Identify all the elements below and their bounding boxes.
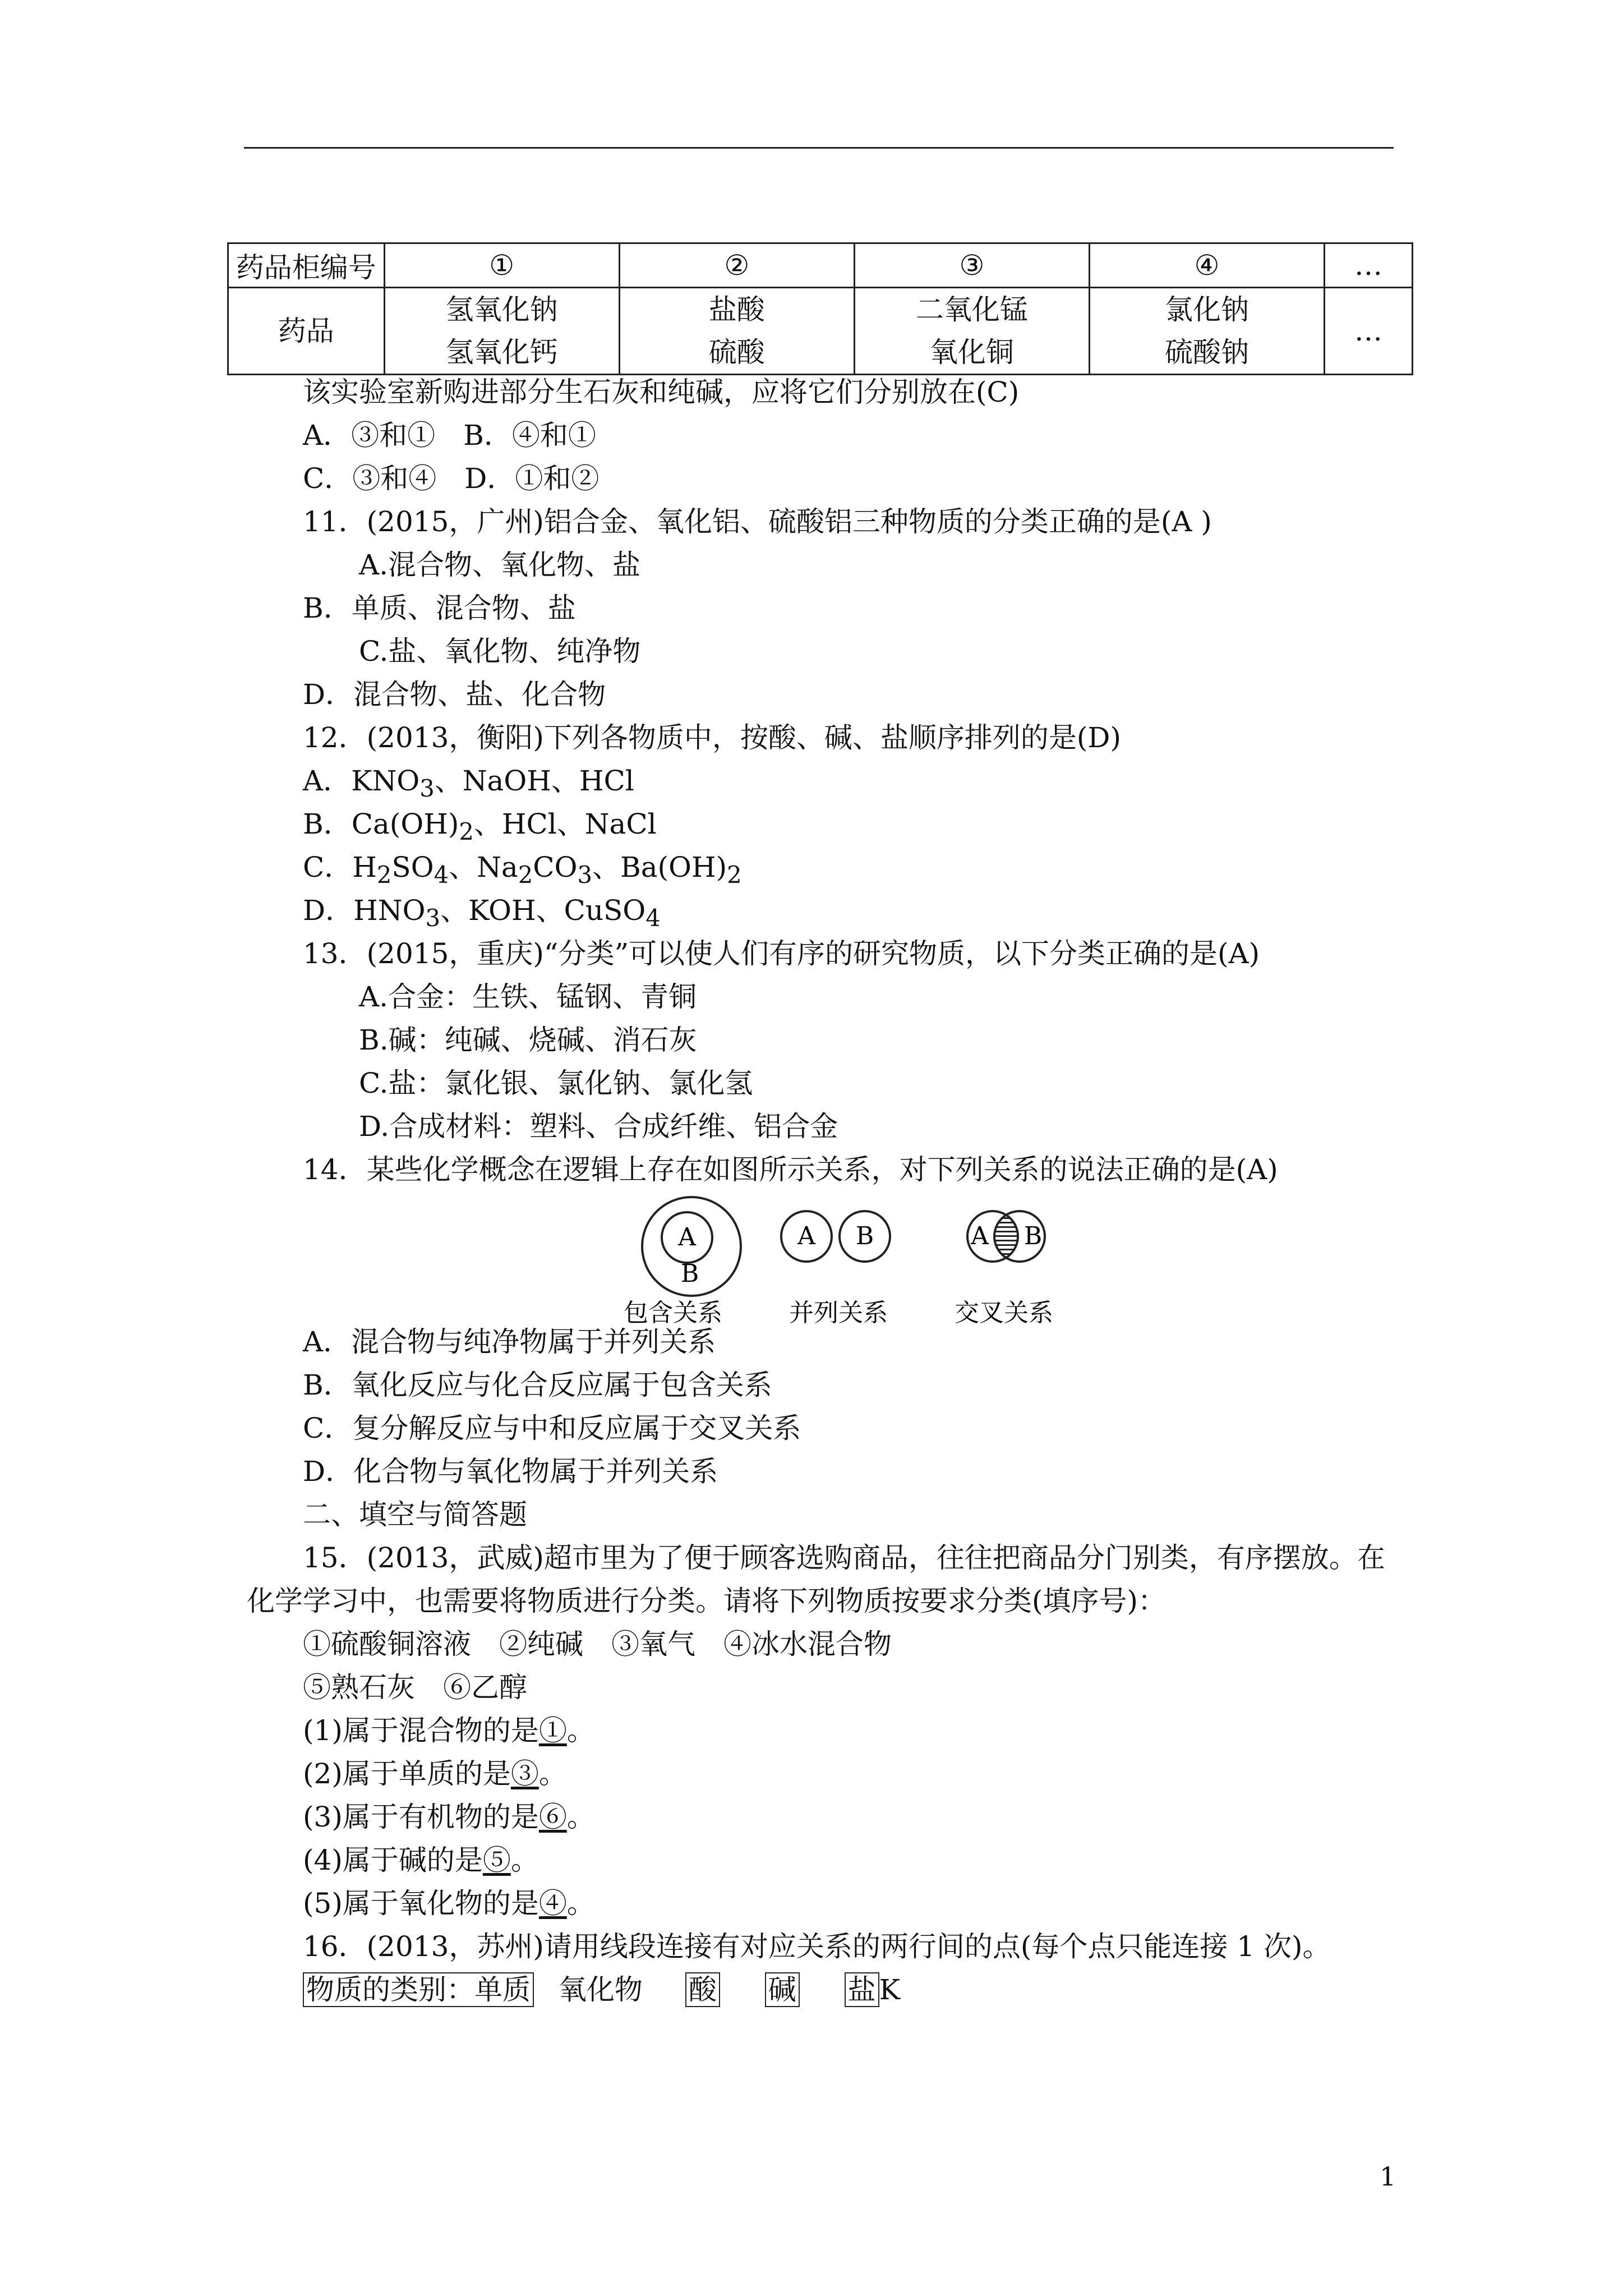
table-cell: 氢氧化钠 氢氧化钙 xyxy=(384,288,619,375)
q15-part-5: (5)属于氧化物的是④。 xyxy=(303,1887,595,1920)
q13-option-d: D.合成材料：塑料、合成纤维、铝合金 xyxy=(359,1110,838,1143)
q10-options-ab: A．③和① B．④和① xyxy=(303,419,596,452)
category-base: 碱 xyxy=(765,1972,800,2007)
medicine-cabinet-table xyxy=(227,242,1413,375)
table-cell: ① xyxy=(384,243,619,288)
table-cell: 药品柜编号 xyxy=(228,243,385,288)
q14-option-c: C．复分解反应与中和反应属于交叉关系 xyxy=(303,1412,801,1444)
q11-option-b: B．单质、混合物、盐 xyxy=(303,592,576,624)
q13-option-a: A.合金：生铁、锰钢、青铜 xyxy=(359,981,697,1013)
parallel-diagram xyxy=(781,1211,890,1327)
label-parallel: 并列关系 xyxy=(789,1299,888,1327)
q11-option-c: C.盐、氧化物、纯净物 xyxy=(359,635,641,668)
label-a: A xyxy=(797,1222,815,1250)
q15-stem-1: 15．(2013，武威)超市里为了便于顾客选购商品，往往把商品分门别类，有序摆放。在 xyxy=(303,1542,1385,1574)
label-a: A xyxy=(678,1223,696,1251)
q12-stem: 12．(2013，衡阳)下列各物质中，按酸、碱、盐顺序排列的是(D) xyxy=(303,721,1121,754)
table-cell: … xyxy=(1325,243,1413,288)
q14-option-b: B．氧化反应与化合反应属于包含关系 xyxy=(303,1369,772,1401)
table-row xyxy=(228,288,1413,375)
q11-option-a: A.混合物、氧化物、盐 xyxy=(359,549,641,581)
q15-items-1: ①硫酸铜溶液 ②纯碱 ③氧气 ④冰水混合物 xyxy=(303,1628,892,1660)
table-cell: … xyxy=(1325,288,1413,375)
category-k: K xyxy=(879,1973,900,2006)
answer: ⑤ xyxy=(482,1844,511,1876)
q14-option-a: A．混合物与纯净物属于并列关系 xyxy=(303,1326,716,1358)
q12-option-a: A．$KNO_3$、NaOH、HCl xyxy=(303,765,634,802)
q11-option-d: D．混合物、盐、化合物 xyxy=(303,678,606,711)
category-label: 物质的类别：单质 xyxy=(303,1972,534,2007)
table-cell: ② xyxy=(619,243,854,288)
q13-option-c: C.盐：氯化银、氯化钠、氯化氢 xyxy=(359,1067,753,1099)
table-row xyxy=(228,243,1413,288)
q10-stem: 该实验室新购进部分生石灰和纯碱，应将它们分别放在(C) xyxy=(303,376,1020,408)
q16-categories xyxy=(303,1972,900,2007)
section-heading: 二、填空与简答题 xyxy=(303,1498,527,1531)
category-oxide: 氧化物 xyxy=(558,1973,643,2006)
q14-option-d: D．化合物与氧化物属于并列关系 xyxy=(303,1455,718,1488)
q12-option-b: B．$Ca(OH)_2$、HCl、NaCl xyxy=(303,808,657,845)
table-cell: 氯化钠 硫酸钠 xyxy=(1089,288,1324,375)
q15-part-1: (1)属于混合物的是①。 xyxy=(303,1714,595,1747)
table-cell: 药品 xyxy=(228,288,385,375)
q10-options-cd: C．③和④ D．①和② xyxy=(303,462,600,495)
q15-part-2: (2)属于单质的是③。 xyxy=(303,1757,567,1790)
table-cell: ④ xyxy=(1089,243,1324,288)
q11-stem: 11．(2015，广州)铝合金、氧化铝、硫酸铝三种物质的分类正确的是(A ) xyxy=(303,505,1212,538)
answer: ③ xyxy=(510,1757,539,1790)
label-a: A xyxy=(971,1222,989,1250)
answer: ④ xyxy=(538,1887,567,1920)
answer: ① xyxy=(538,1714,567,1747)
intersection-diagram xyxy=(955,1211,1053,1327)
header-rule xyxy=(244,147,1394,149)
q15-items-2: ⑤熟石灰 ⑥乙醇 xyxy=(303,1671,527,1704)
q12-option-c: C．$H_2SO_4$、$Na_2CO_3$、$Ba(OH)_2$ xyxy=(303,851,742,889)
q13-stem: 13．(2015，重庆)“分类”可以使人们有序的研究物质，以下分类正确的是(A) xyxy=(303,937,1260,970)
q15-stem-2: 化学学习中，也需要将物质进行分类。请将下列物质按要求分类(填序号)： xyxy=(247,1585,1166,1617)
q15-part-3: (3)属于有机物的是⑥。 xyxy=(303,1801,595,1833)
label-b: B xyxy=(1023,1222,1043,1250)
category-salt: 盐 xyxy=(845,1972,879,2007)
table-cell: 盐酸 硫酸 xyxy=(619,288,854,375)
label-intersection: 交叉关系 xyxy=(955,1299,1053,1327)
q15-part-4: (4)属于碱的是⑤。 xyxy=(303,1844,539,1876)
q12-option-d: D．$HNO_3$、KOH、CuSO$_4$ xyxy=(303,894,661,932)
page-number: 1 xyxy=(1380,2161,1396,2192)
table-cell: 二氧化锰 氧化铜 xyxy=(854,288,1089,375)
label-b: B xyxy=(855,1222,874,1250)
q14-stem: 14．某些化学概念在逻辑上存在如图所示关系，对下列关系的说法正确的是(A) xyxy=(303,1153,1278,1186)
q13-option-b: B.碱：纯碱、烧碱、消石灰 xyxy=(359,1024,697,1056)
label-b: B xyxy=(680,1259,699,1288)
label-containment: 包含关系 xyxy=(624,1299,722,1327)
category-acid: 酸 xyxy=(685,1972,720,2007)
containment-diagram xyxy=(624,1197,741,1327)
venn-diagrams xyxy=(624,1195,1082,1327)
answer: ⑥ xyxy=(538,1801,567,1833)
q16-stem: 16．(2013，苏州)请用线段连接有对应关系的两行间的点(每个点只能连接 1 次)。 xyxy=(303,1930,1331,1963)
table-cell: ③ xyxy=(854,243,1089,288)
